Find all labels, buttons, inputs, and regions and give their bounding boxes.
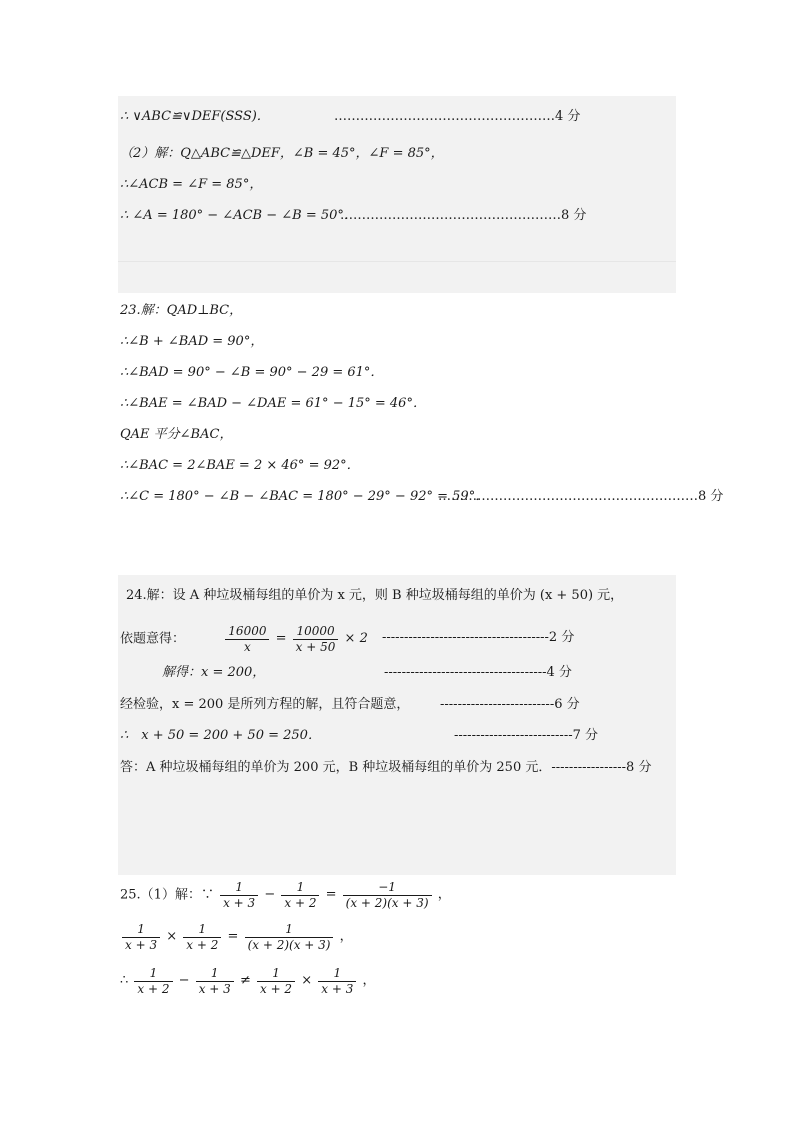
q25-block — [118, 875, 676, 1005]
faint-divider — [118, 261, 676, 262]
q23-line7-score: ……………………………………………………8 分 — [438, 489, 724, 504]
q24-line1: 24.解：设 A 种垃圾桶每组的单价为 x 元，则 B 种垃圾桶每组的单价为 (x + 50) 元， — [126, 588, 624, 603]
fraction-minus1-over-product: $\frac{-1}{(x + 2)(x + 3)}$ — [343, 880, 432, 911]
q24-equation-row: 依题意得： $\frac{16000}{x}$ = $\frac{10000}{x + 50}$ × 2 — [120, 623, 368, 654]
q22-line1-score: ……………………………………………4 分 — [334, 109, 581, 124]
q23-line1: 23.解：QAD⊥BC， — [120, 303, 243, 318]
q24-line3: 解得：x = 200， — [162, 665, 266, 680]
fraction-16000-over-x: $\frac{16000}{x}$ — [225, 624, 269, 655]
q22-line3: ∴∠ACB = ∠F = 85°， — [120, 177, 263, 192]
q25-row3: ∴ $\frac{1}{x + 2}$ − $\frac{1}{x + 3}$ ≠ $\frac{1}{x + 2}$ × $\frac{1}{x + 3}$ ， — [120, 965, 376, 996]
q22-line4-score: ……………………………………………8 分 — [340, 208, 587, 223]
q24-line2-score: --------------------------------------2 分 — [382, 630, 575, 645]
fraction-1-over-x-plus-2: $\frac{1}{x + 2}$ — [134, 966, 172, 997]
q23-line4: ∴∠BAE = ∠BAD − ∠DAE = 61° − 15° = 46°． — [120, 396, 426, 411]
fraction-1-over-x-plus-3: $\frac{1}{x + 3}$ — [220, 880, 258, 911]
q24-line6: 答：A 种垃圾桶每组的单价为 200 元，B 种垃圾桶每组的单价为 250 元．-----------------8 分 — [120, 760, 652, 775]
q23-line2: ∴∠B + ∠BAD = 90°， — [120, 334, 264, 349]
fraction-1-over-x-plus-2: $\frac{1}{x + 2}$ — [281, 880, 319, 911]
q22-block — [118, 96, 676, 293]
fraction-1-over-x-plus-2: $\frac{1}{x + 2}$ — [183, 922, 221, 953]
q24-line4-score: --------------------------6 分 — [440, 697, 580, 712]
q23-line6: ∴∠BAC = 2∠BAE = 2 × 46° = 92°． — [120, 458, 360, 473]
fraction-1-over-x-plus-3: $\frac{1}{x + 3}$ — [196, 966, 234, 997]
q23-line7: ∴∠C = 180° − ∠B − ∠BAC = 180° − 29° − 92° = 59°． — [120, 489, 489, 504]
fraction-1-over-x-plus-2: $\frac{1}{x + 2}$ — [257, 966, 295, 997]
fraction-1-over-x-plus-3: $\frac{1}{x + 3}$ — [318, 966, 356, 997]
q23-line3: ∴∠BAD = 90° − ∠B = 90° − 29 = 61°． — [120, 365, 384, 380]
q24-line3-score: -------------------------------------4 分 — [384, 665, 572, 680]
fraction-1-over-x-plus-3: $\frac{1}{x + 3}$ — [122, 922, 160, 953]
q24-equation-label: 依题意得： — [120, 631, 186, 647]
q23-line5: QAE 平分∠BAC， — [120, 427, 233, 442]
q22-line4: ∴ ∠A = 180° − ∠ACB − ∠B = 50°． — [120, 208, 357, 223]
q23-block — [118, 298, 724, 518]
fraction-10000-over-x-plus-50: $\frac{10000}{x + 50}$ — [293, 624, 339, 655]
q24-line5-score: ---------------------------7 分 — [454, 728, 599, 743]
q24-line4: 经检验，x = 200 是所列方程的解，且符合题意， — [120, 697, 410, 712]
q22-line2: （2）解：Q△ABC≌△DEF，∠B = 45°，∠F = 85°， — [120, 146, 444, 161]
q25-row1: 25.（1）解：∵ $\frac{1}{x + 3}$ − $\frac{1}{x + 2}$ = $\frac{-1}{(x + 2)(x + 3)}$ ， — [120, 879, 451, 910]
q24-line5: ∴ x + 50 = 200 + 50 = 250． — [120, 728, 321, 743]
fraction-1-over-product: $\frac{1}{(x + 2)(x + 3)}$ — [245, 922, 334, 953]
q22-line1: ∴ ∨ABC≌∨DEF(SSS)． — [120, 109, 270, 124]
q24-block — [118, 575, 676, 875]
q25-row2: $\frac{1}{x + 3}$ × $\frac{1}{x + 2}$ = $\frac{1}{(x + 2)(x + 3)}$ ， — [120, 917, 353, 958]
